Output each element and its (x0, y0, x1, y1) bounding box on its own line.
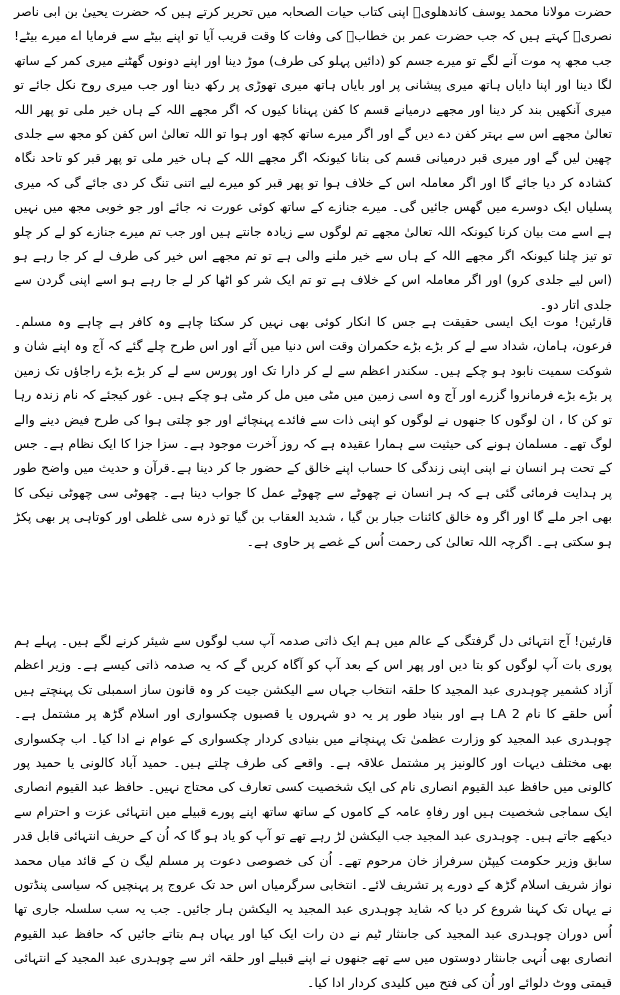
paragraph-reality-of-death: قارئین! موت ایک ایسی حقیقت ہے جس کا انکار کوئی بھی نہیں کر سکتا چاہے وہ کافر ہے چاہے وہ مسلم۔ فرعون، ہامان، شداد سے لے کر بڑے بڑے حکمران وقت اس دنیا میں آئے اور اس طرح چلے گئے کہ آج وہ اپنے شان و شوکت سمیت نابود ہو چکے ہیں۔ سکندر اعظم سے لے کر دارا تک اور پورس سے لے کر بڑے بڑے راجاؤں تک زمین پر بڑے بڑے فرمانروا گزرے اور آج وہ اسی زمین میں مٹی میں مل کر مٹی ہو چکے ہیں۔ غور کیجئے کہ نام زندہ رہا تو کن کا ، ان لوگوں کا جنھوں نے لوگوں کو اپنی ذات سے فائدے پہنچائے اور جو چلتی ہوا کی طرح فیض دینے والے لوگ تھے۔ مسلمان ہونے کی حیثیت سے ہمارا عقیدہ ہے کہ روز آخرت موجود ہے۔ سزا جزا کا ایک نظام ہے۔ جس کے تحت ہر انسان نے اپنی اپنی زندگی کا حساب اپنے خالق کے حضور جا کر دینا ہے۔قرآن و حدیث میں واضح طور پر ہدایت فرمائی گئی ہے کہ ہر انسان نے چھوٹے سے چھوٹے عمل کا جواب دینا ہے۔ چھوٹی سی چھوٹی نیکی کا بھی اجر ملے گا اور اگر وہ خالق کائنات جبار بن گیا ، شدید العقاب بن گیا تو ذرہ سی غلطی اور کوتاہی پر بھی پکڑ ہو سکتی ہے۔ اگرچہ اللہ تعالیٰ کی رحمت اُس کے غصے پر حاوی ہے۔ (14, 314, 612, 549)
paragraph-hazrat-umar-will: حضرت مولانا محمد یوسف کاندھلویؒ اپنی کتاب حیات الصحابہ میں تحریر کرتے ہیں کہ حضرت یحییٰ بن ابی ناصر نصریؒ کہتے ہیں کہ جب حضرت عمر بن خطابؓ کی وفات کا وقت قریب آیا تو اپنے بیٹے سے فرمایا اے میرے بیٹے! جب مجھ پہ موت آنے لگے تو میرے جسم کو (دائیں پہلو کی طرف) موڑ دینا اور اپنے دونوں گھٹنے میری کمر کے ساتھ لگا دینا اور اپنا دایاں ہاتھ میری پیشانی پر اور بایاں ہاتھ میری تھوڑی پر رکھ دینا اور جب میری روح نکل جائے تو میری آنکھیں بند کر دینا اور مجھے درمیانے قسم کا کفن پہنانا کیوں کہ اگر مجھے اللہ کے ہاں خیر ملی تو پھر اللہ تعالیٰ مجھے اس سے بہتر کفن دے دیں گے اور اگر میرے ساتھ کچھ اور ہوا تو اللہ تعالیٰ اس کفن کو مجھ سے جلدی چھین لیں گے اور میری قبر درمیانی قسم کی بنانا کیونکہ اگر مجھے اللہ کے ہاں خیر ملی تو پھر قبر کو تاحد نگاہ کشادہ کر دیا جائے گا اور اگر معاملہ اس کے خلاف ہوا تو پھر قبر کو میرے لیے اتنی تنگ کر دی جائے گی کہ میری پسلیاں ایک دوسرے میں گھس جائیں گی۔ میرے جنازے کے ساتھ کوئی عورت نہ جائے اور جو خوبی مجھ میں نہیں ہے اسے مت بیان کرنا کیونکہ اللہ تعالیٰ مجھے تم لوگوں سے زیادہ جانتے ہیں اور جب تم میرے جنازے کو لے کر چلو تو تیز چلنا کیونکہ اگر مجھے اللہ کے ہاں سے خیر ملنے والی ہے تو تم مجھے اس خیر کی طرف لے کر جا رہے ہو (اس لیے جلدی کرو) اور اگر معاملہ اس کے خلاف ہے تو تم ایک شر کو اٹھا کر لے جا رہے ہو اسے اپنی گردن سے جلدی اتار دو۔ (14, 4, 612, 312)
paragraph-personal-grief: قارئین! آج انتہائی دل گرفتگی کے عالم میں ہم ایک ذاتی صدمہ آپ سب لوگوں سے شیئر کرنے لگے ہیں۔ پہلے ہم پوری بات آپ لوگوں کو بتا دیں اور پھر اس کے بعد آپ کو آگاہ کریں گے کہ یہ صدمہ ذاتی کیسے ہے۔ وزیر اعظم آزاد کشمیر چوہدری عبد المجید کا حلقہ انتخاب جہاں سے الیکشن جیت کر وہ قانون ساز اسمبلی تک پہنچتے ہیں اُس حلقے کا نام LA 2 ہے اور بنیاد طور پر یہ دو شہروں یا قصبوں چکسواری اور اسلام گڑھ پر مشتمل ہے۔ چوہدری عبد المجید کو وزارت عظمیٰ تک پہنچانے میں بنیادی کردار چکسواری کے عوام نے ادا کیا۔ اب چکسواری بھی مختلف دیہات اور کالونیز پر مشتمل علاقہ ہے۔ واقعے کی طرف چلتے ہیں۔ حمید آباد کالونی یا حمید پور کالونی میں حافظ عبد القیوم انصاری نام کی ایک شخصیت کسی تعارف کی محتاج نہیں۔ حافظ عبد القیوم انصاری ایک سماجی شخصیت ہیں اور رفاہِ عامہ کے کاموں کے ساتھ ساتھ اپنے پورے قبیلے میں انتہائی عزت و احترام سے دیکھے جاتے ہیں۔ چوہدری عبد المجید جب الیکشن لڑ رہے تھے تو آپ کو یاد ہو گا کہ اُن کے حریف انتہائی قابل قدر سابق وزیر حکومت کیپٹن سرفراز خان مرحوم تھے۔ اُن کی خصوصی دعوت پر مسلم لیگ ن کے قائد میاں محمد نواز شریف اسلام گڑھ کے دورے پر تشریف لائے۔ انتخابی سرگرمیاں اس حد تک عروج پر پہنچیں کہ سیاسی پنڈتوں نے یہاں تک کہنا شروع کر دیا کہ شاید چوہدری عبد المجید یہ الیکشن ہار جائیں۔ جب یہ سب سلسلہ جاری تھا اُس دوران چوہدری عبد المجید کی جاںنثار ٹیم نے دن رات ایک کیا اور یہاں ہم بتاتے جائیں کہ حافظ عبد القیوم انصاری بھی اُنہی جاںنثار دوستوں میں سے تھے جنھوں نے اپنے قبیلے اور حلقہ اثر سے چوہدری عبد المجید کے انتہائی قیمتی ووٹ دلوائے اور اُن کی فتح میں کلیدی کردار ادا کیا۔ (14, 633, 613, 990)
